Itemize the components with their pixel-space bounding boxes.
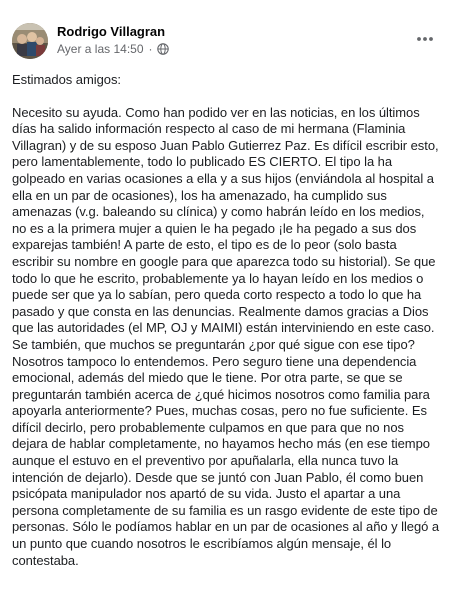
more-options-button[interactable] xyxy=(411,26,439,50)
post-timestamp[interactable]: Ayer a las 14:50 xyxy=(57,42,144,56)
post-message: Necesito su ayuda. Como han podido ver en las noticias, en los últimos días ha salido información respecto al caso de mi hermana (Flaminia Villagran) y de su esposo Juan Pablo Gutierrez Paz. Es difícil escribir esto, pero lamentablemente, todo lo publicado ES CIERTO. El tipo la ha golpeado en varias ocasiones a ella y a sus hijos (enviándola al hospital a ella en un par de ocasiones), los ha amenazado, ha cumplido sus amenazas (v.g. baleando su clínica) y como habrán leído en los medios, no es a la primera mujer a quien le ha pegado ¡le ha pegado a sus dos exparejas también! A parte de esto, el tipo es de lo peor (solo basta escribir su nombre en google para que aparezca todo su historial). Se que todo lo que he escrito, probablemente ya lo hayan leído en los medios o puede ser que ya lo sabían, pero queda corto respecto a todo lo que ha pasado y que consta en las denuncias. Realmente damos gracias a Dios que las autoridades (el MP, OJ y MAIMI) están interviniendo en este caso. Se también, que muchos se preguntarán ¿por qué sigue con ese tipo? Nosotros tampoco lo entendemos. Pero seguro tiene una dependencia emocional, además del miedo que le tiene. Por otra parte, se que se preguntarán también acerca de ¿qué hicimos nosotros como familia para apoyarla anteriormente? Pues, muchas cosas, pero no fue suficiente. Es difícil decirlo, pero probablemente culpamos en que para que no nos dejara de hablar completamente, no hayamos hecho más (en ese tiempo aunque el estuvo en el preventivo por apuñalarla, ella nunca tuvo la intención de dejarlo). Desde que se juntó con Juan Pablo, él como buen psicópata manipulador nos apartó de su vida. Justo el apartar a una persona completamente de su familia es un rasgo evidente de este tipo de personas. Sólo le podíamos hablar en un par de ocasiones al año y llegó a un punto que cuando nosotros le escribíamos algún mensaje, él lo contestaba. xyxy=(12,104,440,568)
post-body xyxy=(12,72,440,585)
avatar[interactable] xyxy=(12,23,48,59)
post-meta xyxy=(57,42,169,56)
post-header xyxy=(12,20,439,62)
author-name[interactable]: Rodrigo Villagran xyxy=(57,24,166,39)
avatar-photo xyxy=(12,23,48,59)
more-horizontal-icon xyxy=(416,29,434,47)
meta-separator: · xyxy=(148,42,153,56)
post-greeting: Estimados amigos: xyxy=(12,72,121,87)
globe-icon[interactable] xyxy=(157,43,169,55)
